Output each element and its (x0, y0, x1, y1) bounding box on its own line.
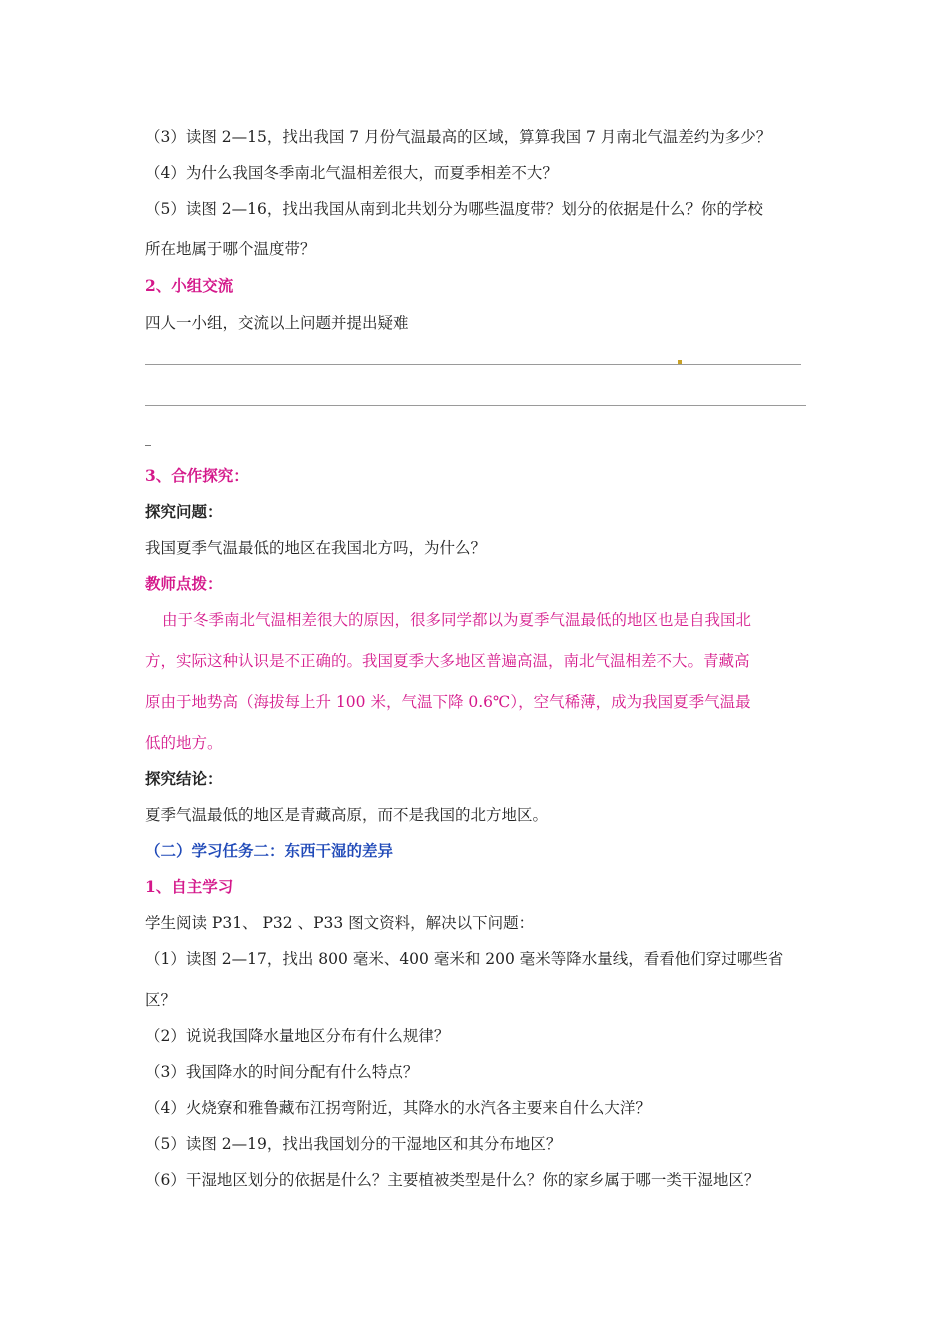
teacher-guidance-line-2: 方，实际这种认识是不正确的。我国夏季大多地区普遍高温，南北气温相差不大。青藏高 (145, 652, 750, 670)
heading-cooperative-inquiry: 3、合作探究： (145, 466, 249, 485)
answer-line-2 (145, 405, 806, 406)
question-1-precipitation: （1）读图 2—17，找出 800 毫米、400 毫米和 200 毫米等降水量线，看看他们穿过哪些省 (145, 950, 784, 968)
group-discussion-instruction: 四人一小组，交流以上问题并提出疑难 (145, 314, 409, 332)
label-teacher-guidance: 教师点拨： (145, 574, 223, 593)
question-3-precipitation: （3）我国降水的时间分配有什么特点？ (145, 1063, 419, 1081)
answer-line-stub (145, 445, 151, 446)
teacher-guidance-line-4: 低的地方。 (145, 734, 223, 752)
question-2-precipitation: （2）说说我国降水量地区分布有什么规律？ (145, 1027, 450, 1045)
question-3-temperature: （3）读图 2—15，找出我国 7 月份气温最高的区域，算算我国 7 月南北气温差约为多少？ (145, 128, 772, 146)
heading-learning-task-2: （二）学习任务二：东西干湿的差异 (145, 841, 394, 860)
inquiry-conclusion-text: 夏季气温最低的地区是青藏高原，而不是我国的北方地区。 (145, 806, 549, 824)
question-5-dry-wet: （5）读图 2—19，找出我国划分的干湿地区和其分布地区？ (145, 1135, 562, 1153)
answer-line-mark (678, 360, 682, 364)
question-4-temperature: （4）为什么我国冬季南北气温相差很大，而夏季相差不大？ (145, 164, 558, 182)
question-1-continued: 区？ (145, 991, 177, 1009)
question-5-continued: 所在地属于哪个温度带？ (145, 240, 316, 258)
question-4-precipitation: （4）火烧寮和雅鲁藏布江拐弯附近，其降水的水汽各主要来自什么大洋？ (145, 1099, 651, 1117)
heading-self-study: 1、自主学习 (145, 877, 234, 896)
inquiry-question-text: 我国夏季气温最低的地区在我国北方吗，为什么？ (145, 539, 487, 557)
teacher-guidance-line-1: 由于冬季南北气温相差很大的原因，很多同学都以为夏季气温最低的地区也是自我国北 (162, 611, 752, 629)
question-5-temperature: （5）读图 2—16，找出我国从南到北共划分为哪些温度带？划分的依据是什么？你的学校 (145, 200, 763, 218)
teacher-guidance-line-3: 原由于地势高（海拔每上升 100 米，气温下降 0.6℃），空气稀薄，成为我国夏季气温最 (145, 693, 751, 711)
label-inquiry-conclusion: 探究结论： (145, 769, 223, 788)
answer-line-1 (145, 364, 801, 365)
label-inquiry-question: 探究问题： (145, 502, 223, 521)
self-study-instruction: 学生阅读 P31、 P32 、P33 图文资料，解决以下问题： (145, 914, 535, 932)
question-6-dry-wet: （6）干湿地区划分的依据是什么？主要植被类型是什么？你的家乡属于哪一类干湿地区？ (145, 1171, 760, 1189)
heading-group-discussion: 2、小组交流 (145, 276, 234, 295)
